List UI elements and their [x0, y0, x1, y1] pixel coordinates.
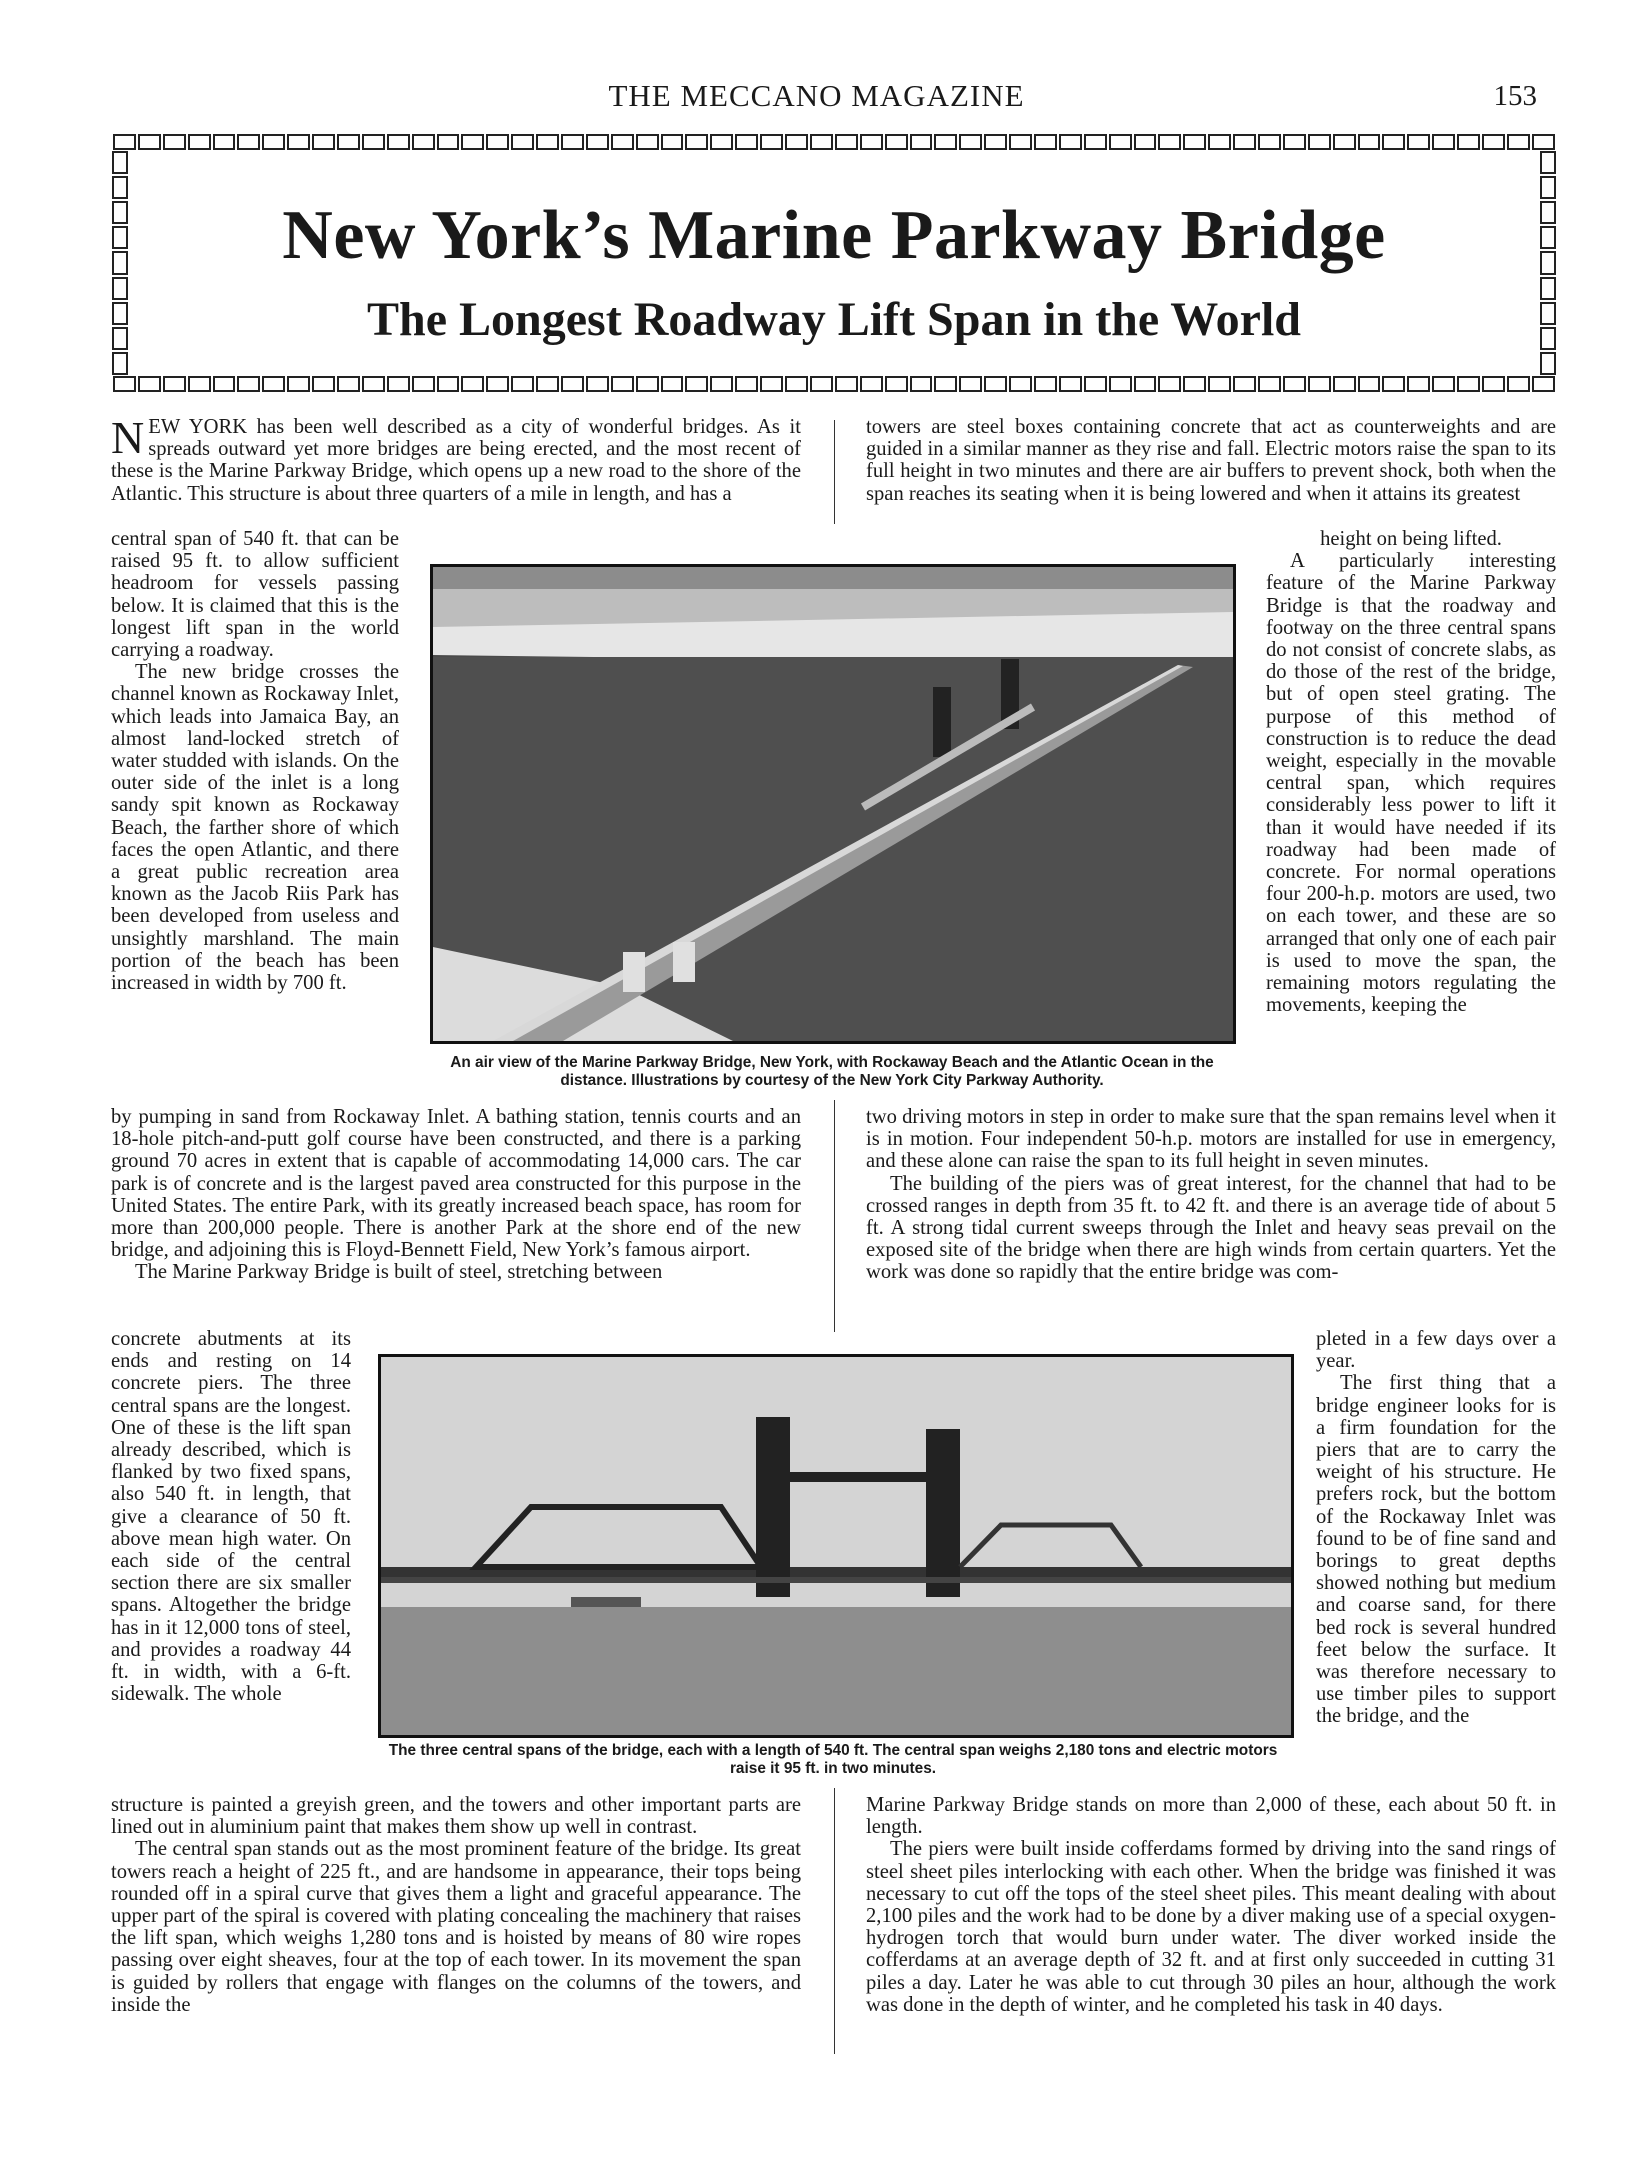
frame-square	[112, 352, 128, 375]
frame-square	[661, 376, 684, 392]
frame-square	[934, 134, 957, 150]
paragraph: Marine Parkway Bridge stands on more than 2,000 of these, each about 50 ft. in length.	[866, 1794, 1556, 1839]
frame-square	[1084, 376, 1107, 392]
frame-square	[586, 134, 609, 150]
frame-square	[163, 134, 186, 150]
frame-square	[1358, 376, 1381, 392]
frame-square	[561, 134, 584, 150]
frame-square	[461, 134, 484, 150]
paragraph: The piers were built inside cofferdams formed by driving into the sand rings of steel sheet piles interlocking with each other. When the bridge was finished it was necessary to cut off the tops of the steel sheet piles. This meant dealing with about 2,100 piles and the work had to be done by a diver making use of a special oxygen-hydrogen torch that would burn under water. The diver worked inside the cofferdams at an average depth of 32 ft. and at first only succeeded in cutting 31 piles a day. Later he was able to cut through 30 piles an hour, although the work was done in the depth of winter, and he completed his task in 40 days.	[866, 1838, 1556, 2016]
frame-square	[1407, 134, 1430, 150]
frame-square	[860, 134, 883, 150]
aerial-photo-drawing	[433, 567, 1233, 1041]
running-head: THE MECCANO MAGAZINE	[608, 78, 1025, 113]
frame-square	[735, 376, 758, 392]
frame-square	[1183, 376, 1206, 392]
frame-border-top	[112, 134, 1556, 150]
frame-square	[1158, 376, 1181, 392]
frame-square	[1540, 151, 1556, 174]
frame-square	[1034, 376, 1057, 392]
frame-square	[262, 134, 285, 150]
frame-square	[287, 376, 310, 392]
frame-square	[760, 376, 783, 392]
photo-caption-spans: The three central spans of the bridge, each with a length of 540 ft. The central span weighs 2,180 tons and electric motors raise it 95 ft. in two minutes.	[388, 1742, 1278, 1777]
text-block-piers	[866, 1106, 1556, 1284]
frame-square	[1109, 134, 1132, 150]
frame-square	[1208, 376, 1231, 392]
paragraph: The building of the piers was of great interest, for the channel that had to be crossed ranges in depth from 35 ft. to 42 ft. and there is an average tide of about 5 ft. A strong tidal current sweeps through the Inlet and heavy seas prevail on the exposed site of the bridge when there are high winds from certain quarters. Yet the work was done so rapidly that the entire bridge was com-	[866, 1172, 1556, 1284]
frame-square	[1283, 134, 1306, 150]
frame-square	[1532, 376, 1555, 392]
paragraph: two driving motors in step in order to make sure that the span remains level when it is in motion. Four independent 50-h.p. motors are installed for use in emergency, and these alone can raise the span to its full height in seven minutes.	[866, 1106, 1556, 1173]
frame-square	[213, 134, 236, 150]
frame-square	[984, 376, 1007, 392]
frame-square	[1308, 376, 1331, 392]
frame-square	[138, 376, 161, 392]
frame-square	[735, 134, 758, 150]
paragraph: structure is painted a greyish green, and the towers and other important parts are lined out in aluminium paint that makes them show up well in contrast.	[111, 1794, 801, 1839]
frame-square	[412, 376, 435, 392]
text-block-counterweights	[866, 416, 1556, 505]
frame-square	[835, 376, 858, 392]
frame-square	[611, 376, 634, 392]
frame-square	[1158, 134, 1181, 150]
frame-square	[362, 376, 385, 392]
frame-square	[437, 376, 460, 392]
photo-caption-aerial: An air view of the Marine Parkway Bridge, New York, with Rockaway Beach and the Atlantic Ocean in the distance. Illustrations by courtesy of the New York City Parkway Authority.	[450, 1054, 1214, 1089]
frame-square	[1109, 376, 1132, 392]
frame-square	[1333, 134, 1356, 150]
frame-square	[412, 134, 435, 150]
frame-square	[1432, 376, 1455, 392]
frame-square	[934, 376, 957, 392]
frame-square	[1532, 134, 1555, 150]
frame-square	[785, 376, 808, 392]
column-rule	[834, 1788, 835, 2054]
frame-square	[1258, 376, 1281, 392]
central-spans-drawing	[381, 1357, 1291, 1735]
frame-square	[1258, 134, 1281, 150]
frame-border-bottom	[112, 376, 1556, 392]
paragraph: central span of 540 ft. that can be raised 95 ft. to allow sufficient headroom for vessels passing below. It is claimed that this is the longest lift span in the world carrying a roadway.	[111, 528, 399, 662]
text-block-narrow-right-2	[1316, 1328, 1556, 1728]
frame-square	[959, 376, 982, 392]
text-block-central-span	[111, 1794, 801, 2016]
frame-square	[486, 376, 509, 392]
frame-square	[237, 376, 260, 392]
frame-square	[835, 134, 858, 150]
frame-square	[1540, 352, 1556, 375]
frame-square	[860, 376, 883, 392]
frame-square	[1407, 376, 1430, 392]
frame-square	[113, 134, 136, 150]
central-spans-photo	[378, 1354, 1294, 1738]
frame-square	[636, 134, 659, 150]
frame-square	[1059, 376, 1082, 392]
frame-square	[959, 134, 982, 150]
frame-square	[984, 134, 1007, 150]
frame-square	[1009, 134, 1032, 150]
frame-square	[910, 134, 933, 150]
frame-square	[685, 376, 708, 392]
frame-square	[437, 134, 460, 150]
frame-square	[885, 134, 908, 150]
column-rule	[834, 1100, 835, 1332]
frame-square	[163, 376, 186, 392]
frame-square	[561, 376, 584, 392]
frame-square	[810, 376, 833, 392]
frame-square	[1432, 134, 1455, 150]
frame-square	[387, 376, 410, 392]
frame-square	[362, 134, 385, 150]
frame-square	[1507, 134, 1530, 150]
frame-square	[710, 376, 733, 392]
frame-square	[188, 134, 211, 150]
frame-square	[1134, 134, 1157, 150]
frame-square	[486, 134, 509, 150]
frame-square	[1183, 134, 1206, 150]
frame-square	[337, 134, 360, 150]
frame-square	[312, 376, 335, 392]
frame-square	[1507, 376, 1530, 392]
text-block-narrow-left-2	[111, 1328, 351, 1705]
paragraph: The first thing that a bridge engineer looks for is a firm foundation for the piers that are to carry the weight of his structure. He prefers rock, but the bottom of the Rockaway Inlet was found to be of fine sand and borings to great depths showed nothing but medium and coarse sand, for there bed rock is several hundred feet below the surface. It was therefore necessary to use timber piles to support the bridge, and the	[1316, 1372, 1556, 1728]
paragraph: A particularly interesting feature of the Marine Parkway Bridge is that the roadway and footway on the three central spans do not consist of concrete slabs, as do those of the rest of the bridge, but of open steel grating. The purpose of this method of construction is to reduce the dead weight, especially in the movable central span, which requires considerably less power to lift it than it would have needed if its roadway had been made of concrete. For normal operations four 200-h.p. motors are used, two on each tower, and these are so arranged that only one of each pair is used to move the span, the remaining motors regulating the movements, keeping the	[1266, 550, 1556, 1017]
frame-square	[536, 376, 559, 392]
frame-square	[1333, 376, 1356, 392]
frame-square	[661, 134, 684, 150]
text-block-narrow-right	[1266, 528, 1556, 1016]
frame-square	[1208, 134, 1231, 150]
frame-square	[1382, 376, 1405, 392]
frame-square	[511, 134, 534, 150]
frame-square	[810, 134, 833, 150]
column-rule	[834, 420, 835, 524]
frame-square	[1482, 376, 1505, 392]
drop-cap: N	[111, 412, 145, 463]
frame-square	[885, 376, 908, 392]
frame-square	[611, 134, 634, 150]
frame-square	[785, 134, 808, 150]
frame-square	[237, 134, 260, 150]
frame-square	[1009, 376, 1032, 392]
frame-square	[113, 376, 136, 392]
frame-square	[760, 134, 783, 150]
article-title: New York’s Marine Parkway Bridge	[282, 197, 1386, 274]
frame-square	[511, 376, 534, 392]
frame-square	[312, 134, 335, 150]
paragraph: towers are steel boxes containing concrete that act as counterweights and are guided in a similar manner as they rise and fall. Electric motors raise the span to its full height in two minutes and there are air buffers to prevent shock, both when the span reaches its seating when it is being lowered and when it attains its greatest	[866, 416, 1556, 505]
text-block-cofferdams	[866, 1794, 1556, 2016]
frame-square	[1358, 134, 1381, 150]
frame-square	[1134, 376, 1157, 392]
paragraph: The Marine Parkway Bridge is built of steel, stretching between	[135, 1261, 663, 1284]
paragraph: by pumping in sand from Rockaway Inlet. A bathing station, tennis courts and an 18-hole pitch-and-putt golf course have been constructed, and there is a parking ground 70 acres in extent that is capable of accommodating 14,000 cars. The car park is of concrete and is the largest paved area constructed for this purpose in the United States. The entire Park, with its greatly increased beach space, has room for more than 200,000 people. There is another Park at the shore end of the new bridge, and adjoining this is Floyd-Bennett Field, New York’s famous airport.	[111, 1106, 801, 1262]
paragraph: pleted in a few days over a year.	[1316, 1328, 1556, 1373]
frame-square	[188, 376, 211, 392]
frame-square	[1233, 134, 1256, 150]
frame-square	[213, 376, 236, 392]
paragraph: EW YORK has been well described as a city of wonderful bridges. As it spreads outward yet more bridges are being erected, and the most recent of these is the Marine Parkway Bridge, which opens up a new road to the shore of the Atlantic. This structure is about three quarters of a mile in length, and has a	[111, 416, 801, 505]
aerial-bridge-photo	[430, 564, 1236, 1044]
text-block-narrow-left	[111, 528, 399, 994]
frame-square	[337, 376, 360, 392]
text-block-parking	[111, 1106, 801, 1284]
frame-square	[461, 376, 484, 392]
frame-square	[1482, 134, 1505, 150]
frame-square	[1308, 134, 1331, 150]
frame-square	[1084, 134, 1107, 150]
paragraph: The new bridge crosses the channel known as Rockaway Inlet, which leads into Jamaica Bay, an almost land-locked stretch of water studded with islands. On the outer side of the inlet is a long sandy spit known as Rockaway Beach, the farther shore of which faces the open Atlantic, and there a great public recreation area known as the Jacob Riis Park has been developed from useless and unsightly marshland. The main portion of the beach has been increased in width by 700 ft.	[111, 661, 399, 995]
frame-square	[910, 376, 933, 392]
frame-square	[1034, 134, 1057, 150]
frame-square	[262, 376, 285, 392]
frame-square	[636, 376, 659, 392]
frame-square	[138, 134, 161, 150]
frame-square	[387, 134, 410, 150]
paragraph: concrete abutments at its ends and resting on 14 concrete piers. The three central spans are the longest. One of these is the lift span already described, which is flanked by two fixed spans, also 540 ft. in length, that give a clearance of 50 ft. above mean high water. On each side of the central section there are six smaller spans. Altogether the bridge has in it 12,000 tons of steel, and provides a roadway 44 ft. in width, with a 6-ft. sidewalk. The whole	[111, 1328, 351, 1706]
frame-square	[112, 151, 128, 174]
frame-square	[710, 134, 733, 150]
page-number: 153	[1493, 80, 1537, 112]
title-frame	[112, 134, 1556, 392]
frame-square	[1457, 376, 1480, 392]
frame-square	[685, 134, 708, 150]
frame-square	[1059, 134, 1082, 150]
frame-square	[536, 134, 559, 150]
article-subtitle: The Longest Roadway Lift Span in the World	[367, 293, 1301, 346]
paragraph: The central span stands out as the most prominent feature of the bridge. Its great towers reach a height of 225 ft., and are handsome in appearance, their tops being rounded off in a spiral curve that gives them a light and graceful appearance. The upper part of the spiral is covered with plating concealing the machinery that raises the lift span, which weighs 1,280 tons and is hoisted by means of 80 wire ropes passing over eight sheaves, four at the top of each tower. In its movement the span is guided by rollers that engage with flanges on the columns of the towers, and inside the	[111, 1838, 801, 2016]
frame-square	[287, 134, 310, 150]
paragraph: height on being lifted.	[1320, 528, 1502, 550]
frame-square	[586, 376, 609, 392]
frame-square	[1382, 134, 1405, 150]
frame-square	[1283, 376, 1306, 392]
frame-square	[1457, 134, 1480, 150]
frame-square	[1233, 376, 1256, 392]
text-block-intro	[111, 412, 801, 505]
